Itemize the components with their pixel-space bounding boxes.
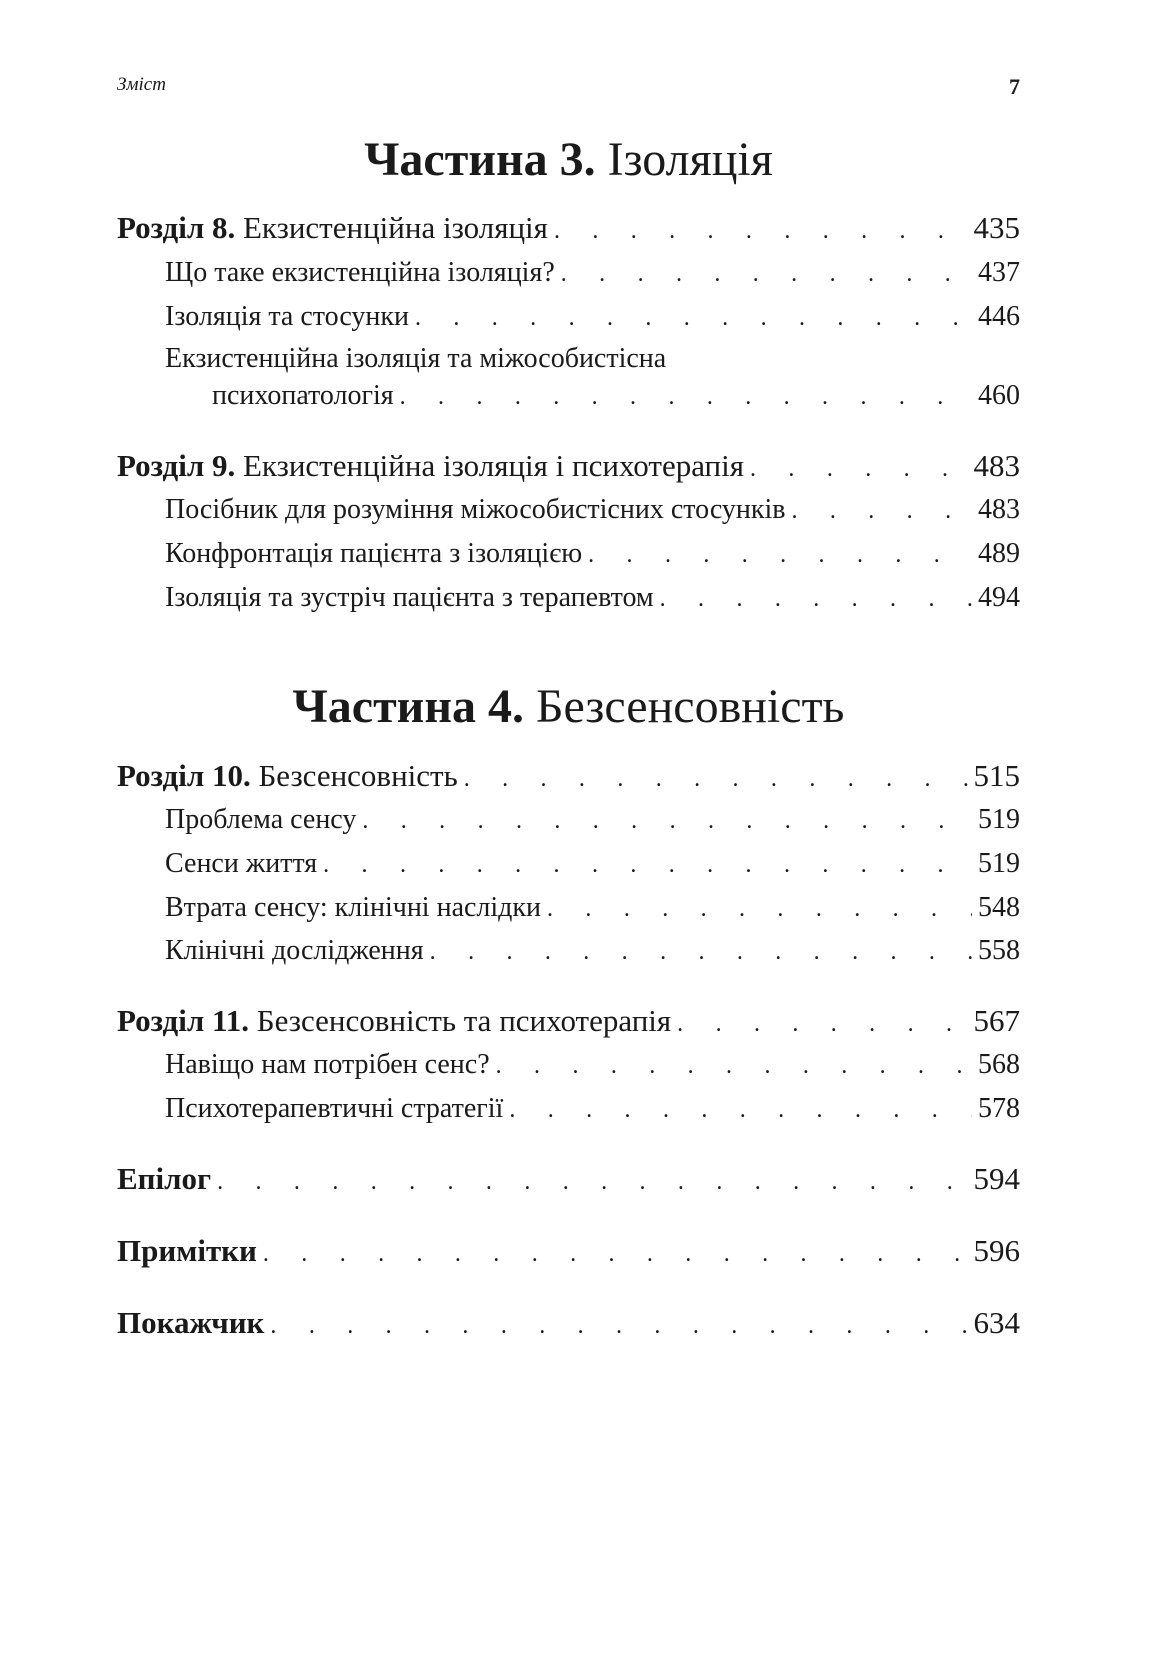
part-3-title [117, 133, 1020, 186]
toc-entry-section[interactable] [117, 538, 1020, 570]
dot-leader [323, 852, 972, 879]
toc-entry-section[interactable] [117, 494, 1020, 526]
dot-leader [362, 808, 972, 835]
back-matter-title: Епілог [117, 1161, 212, 1196]
section-title: Що таке екзистенційна ізоляція? [165, 257, 555, 288]
section-page: 494 [978, 582, 1020, 613]
dot-leader [509, 1097, 972, 1124]
chapter-label: Розділ 10. [117, 758, 251, 793]
chapter-title: Екзистенційна ізоляція [243, 210, 548, 245]
toc-entry-index[interactable] [117, 1305, 1020, 1341]
dot-leader [791, 498, 972, 525]
section-title: Проблема сенсу [165, 804, 357, 835]
dot-leader [677, 1011, 967, 1038]
back-matter-title: Покажчик [117, 1305, 265, 1340]
chapter-title: Екзистенційна ізоляція і психотерапія [243, 448, 745, 483]
dot-leader [547, 896, 972, 923]
dot-leader [496, 1053, 972, 1080]
dot-leader [750, 456, 967, 483]
section-title-line-1[interactable]: Екзистенційна ізоляція та міжособистісна [165, 343, 667, 374]
dot-leader [415, 305, 972, 332]
section-title: Посібник для розуміння міжособистісних стосунків [165, 494, 786, 525]
part-4-title [117, 680, 1020, 733]
toc-entry-chapter-11[interactable] [117, 1003, 1020, 1039]
section-title: Конфронтація пацієнта з ізоляцією [165, 538, 583, 569]
part-3-label: Частина 3. [364, 133, 596, 186]
toc-entry-chapter-8[interactable] [117, 210, 1020, 246]
dot-leader [660, 586, 972, 613]
toc-entry-section[interactable] [117, 1049, 1020, 1081]
dot-leader [588, 542, 972, 569]
toc-entry-section[interactable] [117, 804, 1020, 836]
toc-entry-notes[interactable] [117, 1233, 1020, 1269]
section-page: 446 [978, 301, 1020, 332]
section-title: Навіщо нам потрібен сенс? [165, 1049, 490, 1080]
chapter-page: 567 [973, 1003, 1020, 1038]
section-page: 460 [978, 380, 1020, 411]
dot-leader [270, 1313, 967, 1340]
chapter-page: 515 [973, 758, 1020, 793]
dot-leader [263, 1241, 968, 1268]
section-page: 489 [978, 538, 1020, 569]
section-title: Психотерапевтичні стратегії [165, 1093, 504, 1124]
back-matter-title: Примітки [117, 1233, 257, 1268]
section-page: 578 [978, 1093, 1020, 1124]
chapter-title: Безсенсовність [258, 758, 458, 793]
toc-entry-epilogue[interactable] [117, 1161, 1020, 1197]
section-page: 437 [978, 257, 1020, 288]
part-4-name: Безсенсовність [535, 680, 845, 733]
toc-entry-section[interactable] [117, 1093, 1020, 1125]
toc-entry-section[interactable] [117, 582, 1020, 614]
chapter-label: Розділ 11. [117, 1003, 250, 1038]
back-matter-page: 634 [973, 1305, 1020, 1340]
section-title-line-2: психопатологія [212, 380, 394, 411]
dot-leader [400, 384, 972, 411]
section-page: 483 [978, 494, 1020, 525]
section-page: 558 [978, 935, 1020, 966]
section-page: 519 [978, 804, 1020, 835]
dot-leader [464, 766, 968, 793]
toc-entry-section[interactable] [117, 935, 1020, 967]
chapter-page: 435 [973, 210, 1020, 245]
dot-leader [554, 218, 968, 245]
back-matter-page: 596 [973, 1233, 1020, 1268]
back-matter-page: 594 [973, 1161, 1020, 1196]
part-4-label: Частина 4. [292, 680, 524, 733]
chapter-label: Розділ 9. [117, 448, 236, 483]
toc-entry-chapter-10[interactable] [117, 758, 1020, 794]
toc-entry-section[interactable] [117, 257, 1020, 289]
toc-entry-chapter-9[interactable] [117, 448, 1020, 484]
toc-entry-section[interactable] [117, 848, 1020, 880]
chapter-label: Розділ 8. [117, 210, 236, 245]
section-page: 568 [978, 1049, 1020, 1080]
chapter-page: 483 [973, 448, 1020, 483]
dot-leader [430, 939, 972, 966]
section-title: Клінічні дослідження [165, 935, 424, 966]
page-number: 7 [1009, 74, 1020, 99]
part-3-name: Ізоляція [607, 133, 773, 186]
section-title: Сенси життя [165, 848, 318, 879]
toc-entry-section[interactable] [117, 301, 1020, 333]
dot-leader [561, 261, 972, 288]
chapter-title: Безсенсовність та психотерапія [256, 1003, 672, 1038]
toc-entry-section[interactable] [117, 892, 1020, 924]
section-page: 548 [978, 892, 1020, 923]
running-head: Зміст [117, 74, 166, 95]
dot-leader [217, 1169, 967, 1196]
toc-entry-section[interactable] [117, 380, 1020, 412]
section-title: Втрата сенсу: клінічні наслідки [165, 892, 542, 923]
section-page: 519 [978, 848, 1020, 879]
section-title: Ізоляція та зустріч пацієнта з терапевтом [165, 582, 654, 613]
section-title: Ізоляція та стосунки [165, 301, 409, 332]
